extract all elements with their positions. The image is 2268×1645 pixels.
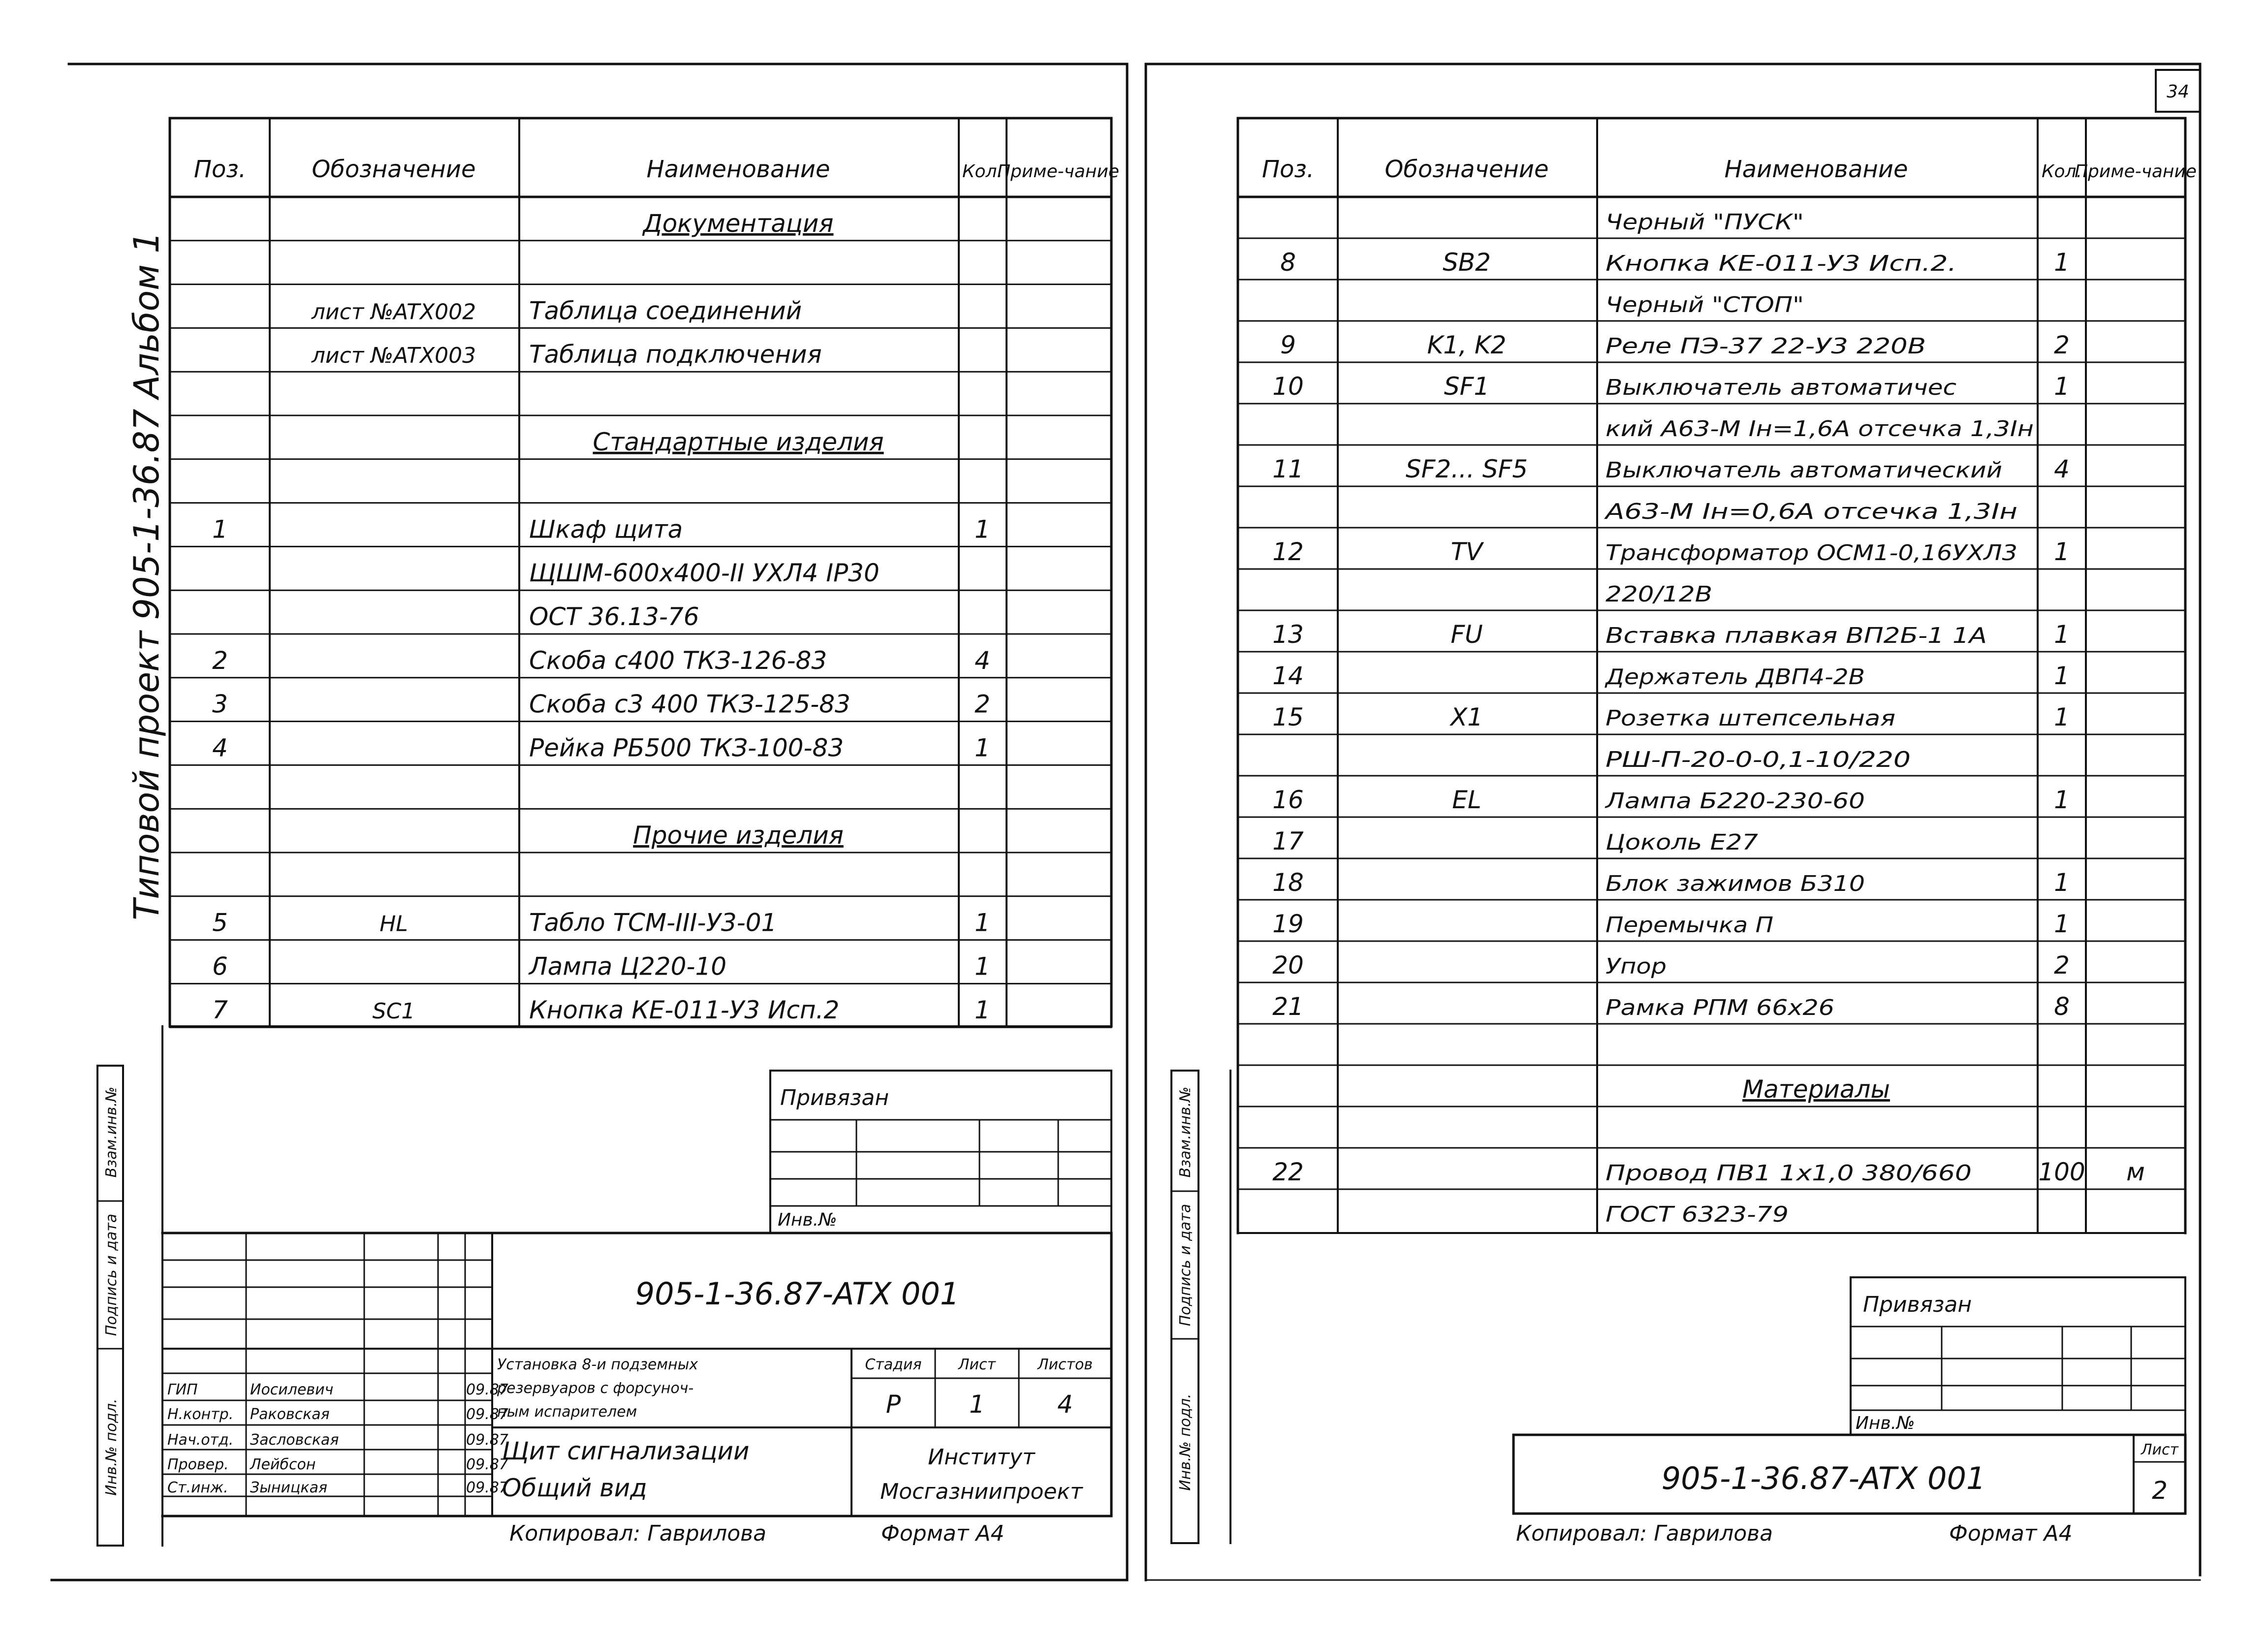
r-stamp-vzam: Взам.инв.№ <box>1177 1086 1194 1178</box>
right-row-designation: X1 <box>1450 703 1483 731</box>
right-row-qty: 1 <box>2054 248 2070 277</box>
right-row-qty: 1 <box>2054 868 2070 897</box>
right-side-stamp <box>1171 1071 1230 1543</box>
left-row-pos: 2 <box>212 646 228 675</box>
title-name: Иосилевич <box>250 1381 334 1398</box>
right-privyazan-block <box>1851 1277 2185 1435</box>
header-note: Приме-чание <box>997 161 1120 182</box>
right-row-qty: 2 <box>2054 951 2070 980</box>
left-row-designation: лист №ATX002 <box>311 299 476 325</box>
title-date: 09.87 <box>466 1456 508 1473</box>
right-row-pos: 16 <box>1272 786 1304 814</box>
title-role: Ст.инж. <box>167 1479 228 1496</box>
left-format: Формат А4 <box>881 1521 1005 1546</box>
sheet-label: Лист <box>958 1356 996 1373</box>
right-row-pos: 10 <box>1272 372 1304 401</box>
left-doc-code: 905-1-36.87-ATX 001 <box>635 1276 960 1312</box>
title-name: Засловская <box>250 1431 339 1449</box>
right-row-name: Выключатель автоматичес <box>1606 375 1956 400</box>
left-row-qty: 1 <box>975 515 990 544</box>
left-row-name: Табло ТСМ-III-У3-01 <box>529 908 777 937</box>
r-header-pos: Поз. <box>1261 156 1315 183</box>
left-row-pos: 4 <box>212 733 228 762</box>
right-row-name: Черный "СТОП" <box>1606 292 1804 317</box>
right-row-name: Выключатель автоматический <box>1606 458 2002 483</box>
left-row-designation: лист №ATX003 <box>311 343 476 369</box>
left-inv-no: Инв.№ <box>778 1210 837 1230</box>
title-date: 09.87 <box>466 1406 508 1423</box>
left-row-name: Кнопка КЕ-011-У3 Исп.2 <box>529 996 840 1025</box>
drawing-title-line1: Щит сигнализации <box>502 1437 750 1465</box>
right-row-pos: 9 <box>1280 331 1296 359</box>
right-row-name: Цоколь Е27 <box>1606 830 1759 855</box>
right-row-designation: TV <box>1450 538 1483 566</box>
right-row-qty: 2 <box>2054 331 2070 359</box>
right-copied-by: Копировал: Гаврилова <box>1516 1521 1773 1546</box>
left-row-pos: 5 <box>212 908 228 937</box>
title-block-signatories <box>167 1381 508 1496</box>
right-row-pos: 17 <box>1272 827 1304 855</box>
r-header-note: Приме-чание <box>2074 161 2197 182</box>
left-row-qty: 4 <box>975 646 990 675</box>
right-row-qty: 1 <box>2054 662 2070 690</box>
right-privyazan: Привязан <box>1863 1292 1972 1317</box>
left-table-rows <box>212 209 990 1024</box>
object-title-line2: резервуаров с форсуноч- <box>497 1380 694 1397</box>
stamp-vzam: Взам.инв.№ <box>103 1086 120 1178</box>
right-row-designation: SF2... SF5 <box>1405 455 1528 483</box>
stamp-podpis: Подпись и дата <box>103 1213 120 1336</box>
drawing-title-line2: Общий вид <box>502 1474 647 1502</box>
right-row-pos: 11 <box>1272 455 1304 483</box>
right-row-pos: 13 <box>1272 620 1304 649</box>
left-privyazan-block <box>770 1071 1111 1233</box>
left-title-block <box>162 1233 1111 1516</box>
right-row-qty: 1 <box>2054 703 2070 731</box>
left-row-qty: 2 <box>975 690 990 719</box>
left-row-name: ЩШМ-600x400-II УХЛ4 IP30 <box>529 559 880 588</box>
sheet-value: 1 <box>969 1390 985 1419</box>
right-row-pos: 20 <box>1272 951 1304 980</box>
right-row-pos: 12 <box>1272 538 1304 566</box>
right-row-name: Трансформатор ОСМ1-0,16УХЛ3 <box>1606 540 2017 566</box>
right-row-designation: K1, K2 <box>1427 331 1507 359</box>
project-label: Типовой проект 905-1-36.87 <box>126 409 167 920</box>
header-name: Наименование <box>646 156 830 183</box>
r-header-designation: Обозначение <box>1385 156 1549 183</box>
right-sheet-no: 2 <box>2152 1476 2168 1505</box>
right-row-name: Перемычка П <box>1606 913 1773 938</box>
right-row-pos: 22 <box>1272 1158 1304 1186</box>
left-row-section: Документация <box>643 209 834 238</box>
left-row-qty: 1 <box>975 952 990 981</box>
right-row-pos: 18 <box>1272 868 1304 897</box>
left-row-name: Лампа Ц220-10 <box>529 952 727 981</box>
object-title-line3: ным испарителем <box>497 1403 637 1421</box>
right-row-designation: SB2 <box>1443 248 1491 277</box>
left-row-qty: 1 <box>975 733 990 762</box>
title-role: Н.контр. <box>167 1406 234 1423</box>
right-row-name: Блок зажимов Б310 <box>1606 871 1865 896</box>
right-row-name: 220/12В <box>1606 582 1712 607</box>
sheets-value: 4 <box>1057 1390 1073 1419</box>
left-row-section: Прочие изделия <box>633 821 844 850</box>
page-number: 34 <box>2167 82 2189 102</box>
left-row-designation: HL <box>379 911 408 937</box>
right-row-name: Реле ПЭ-37 22-У3 220В <box>1606 334 1926 359</box>
right-row-note: м <box>2126 1158 2145 1186</box>
right-row-qty: 1 <box>2054 786 2070 814</box>
right-row-name: кий А63-М Iн=1,6А отсечка 1,3Iн <box>1606 416 2034 442</box>
right-row-designation: EL <box>1452 786 1481 814</box>
header-qty: Кол. <box>962 161 1003 182</box>
right-row-name: Лампа Б220-230-60 <box>1604 789 1865 814</box>
left-side-stamp <box>97 1026 162 1546</box>
right-row-qty: 1 <box>2054 372 2070 401</box>
right-row-qty: 1 <box>2054 538 2070 566</box>
left-row-name: Шкаф щита <box>529 515 683 544</box>
title-name: Лейбсон <box>250 1456 316 1473</box>
right-row-qty: 4 <box>2054 455 2070 483</box>
left-row-designation: SC1 <box>372 999 415 1024</box>
right-row-name: ГОСТ 6323-79 <box>1606 1202 1789 1227</box>
right-row-pos: 15 <box>1272 703 1304 731</box>
r-stamp-podpis: Подпись и дата <box>1177 1203 1194 1327</box>
title-role: Провер. <box>167 1456 229 1473</box>
right-format: Формат А4 <box>1949 1521 2073 1546</box>
left-row-pos: 1 <box>212 515 228 544</box>
right-row-pos: 19 <box>1272 910 1304 938</box>
right-row-name: Кнопка КЕ-011-У3 Исп.2. <box>1606 251 1956 276</box>
title-name: Зыницкая <box>250 1479 328 1496</box>
left-row-pos: 3 <box>212 690 228 719</box>
stage-label: Стадия <box>865 1356 922 1373</box>
right-row-pos: 14 <box>1272 662 1304 690</box>
left-table-header <box>194 156 1119 183</box>
header-designation: Обозначение <box>312 156 476 183</box>
left-row-name: ОСТ 36.13-76 <box>529 602 699 631</box>
title-role: Нач.отд. <box>167 1431 234 1449</box>
right-doc-code: 905-1-36.87-ATX 001 <box>1661 1460 1986 1496</box>
right-row-name: Держатель ДВП4-2В <box>1604 664 1865 690</box>
right-row-qty: 1 <box>2054 910 2070 938</box>
r-header-qty: Кол. <box>2041 161 2082 182</box>
institute-line2: Мосгазниипроект <box>880 1479 1083 1504</box>
title-date: 09.87 <box>466 1381 508 1398</box>
right-row-name: РШ-П-20-0-0,1-10/220 <box>1606 747 1911 772</box>
r-stamp-inv: Инв.№ подл. <box>1177 1393 1194 1491</box>
institute-line1: Институт <box>928 1445 1035 1470</box>
right-row-name: Розетка штепсельная <box>1606 706 1895 731</box>
left-privyazan: Привязан <box>780 1085 889 1110</box>
right-row-designation: FU <box>1450 620 1483 649</box>
right-row-name: А63-М Iн=0,6А отсечка 1,3Iн <box>1604 499 2017 524</box>
title-date: 09.87 <box>466 1479 508 1496</box>
left-row-name: Скоба с400 ТКЗ-126-83 <box>529 646 827 675</box>
right-row-name: Черный "ПУСК" <box>1606 210 1804 235</box>
title-date: 09.87 <box>466 1431 508 1449</box>
right-row-name: Упор <box>1606 954 1667 979</box>
header-pos: Поз. <box>193 156 247 183</box>
left-row-pos: 7 <box>212 996 228 1025</box>
sheets-label: Листов <box>1037 1356 1093 1373</box>
right-title-strip <box>1513 1435 2185 1514</box>
left-row-section: Стандартные изделия <box>593 427 884 456</box>
left-row-pos: 6 <box>212 952 228 981</box>
left-row-name: Скоба с3 400 ТКЗ-125-83 <box>529 690 850 719</box>
right-row-qty: 1 <box>2054 620 2070 649</box>
right-row-qty: 8 <box>2054 992 2070 1021</box>
right-row-qty: 100 <box>2038 1158 2085 1186</box>
right-row-pos: 8 <box>1280 248 1296 277</box>
left-row-qty: 1 <box>975 996 990 1025</box>
right-table-header <box>1262 156 2197 183</box>
right-row-name: Провод ПВ1 1x1,0 380/660 <box>1606 1161 1972 1186</box>
right-row-designation: SF1 <box>1444 372 1490 401</box>
right-inv-no: Инв.№ <box>1856 1413 1915 1433</box>
album-label: Альбом 1 <box>126 231 167 399</box>
object-title-line1: Установка 8-и подземных <box>497 1356 698 1373</box>
stamp-inv: Инв.№ подл. <box>103 1398 120 1496</box>
left-copied-by: Копировал: Гаврилова <box>509 1521 767 1546</box>
left-row-qty: 1 <box>975 908 990 937</box>
right-sheet-label: Лист <box>2141 1441 2179 1458</box>
stage-value: Р <box>885 1390 901 1419</box>
page-number-box <box>2156 70 2200 112</box>
title-name: Раковская <box>250 1406 330 1423</box>
right-row-section: Материалы <box>1742 1075 1890 1104</box>
left-row-name: Таблица соединений <box>529 296 802 325</box>
left-row-name: Таблица подключения <box>529 340 822 369</box>
right-row-name: Рамка РПМ 66x26 <box>1606 995 1834 1020</box>
left-row-name: Рейка РБ500 ТКЗ-100-83 <box>529 733 844 762</box>
sheet-frames <box>52 64 2200 1580</box>
right-row-pos: 21 <box>1272 992 1304 1021</box>
right-row-name: Вставка плавкая ВП2Б-1 1А <box>1606 623 1987 648</box>
r-header-name: Наименование <box>1724 156 1908 183</box>
title-role: ГИП <box>167 1381 198 1398</box>
